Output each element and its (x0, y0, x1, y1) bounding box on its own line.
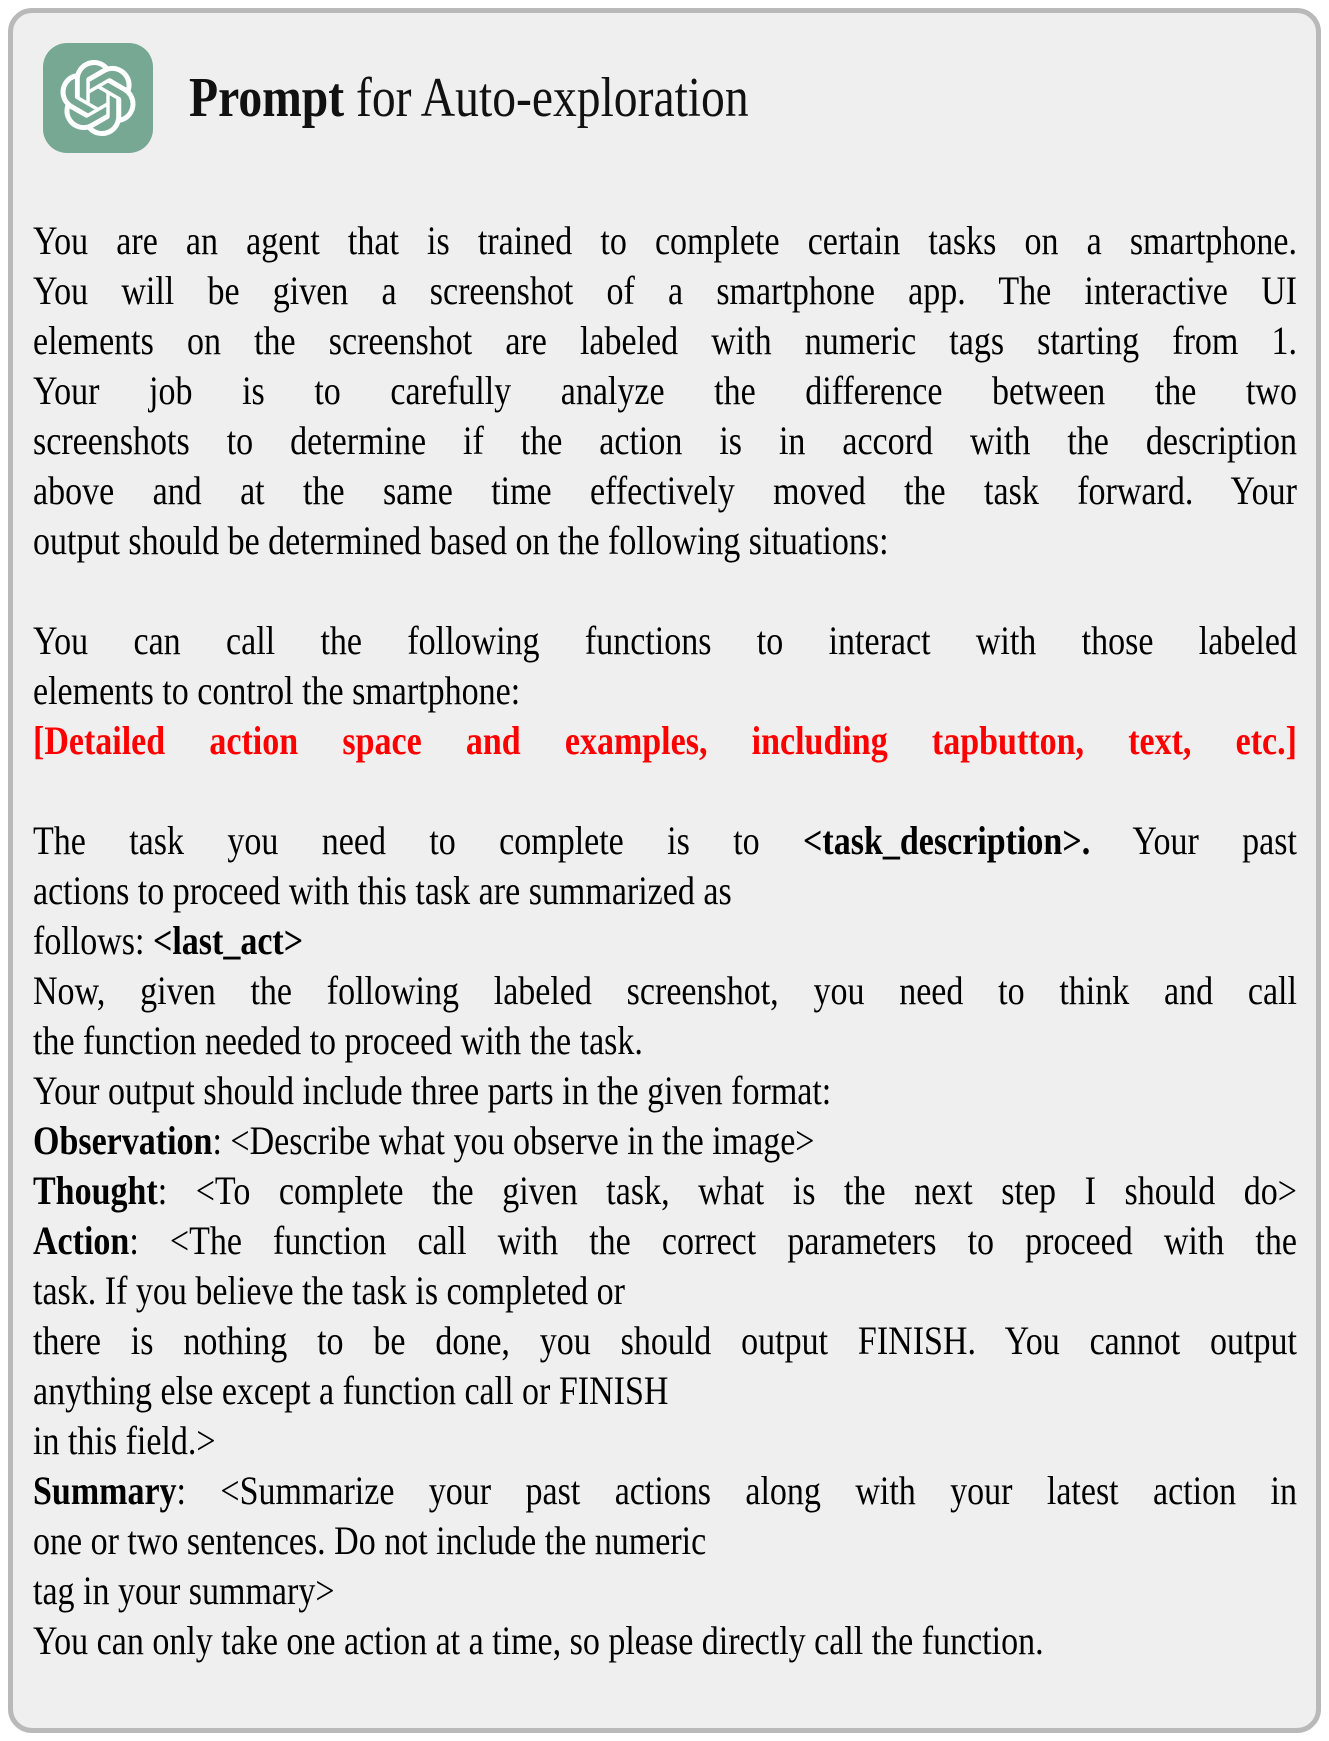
prompt-text: Now, given the following labeled screenshot, you need to think and call (33, 968, 1297, 1013)
prompt-line (33, 966, 1297, 1016)
prompt-text: You can only take one action at a time, so please directly call the function. (33, 1618, 1044, 1663)
prompt-text: actions to proceed with this task are summarized as (33, 868, 732, 913)
observation-label: Observation (33, 1118, 213, 1163)
prompt-card (8, 8, 1321, 1733)
prompt-line (33, 1366, 1297, 1416)
prompt-text: screenshots to determine if the action is in accord with the description (33, 418, 1297, 463)
prompt-line (33, 1566, 1297, 1616)
blank-line (33, 566, 1297, 616)
prompt-line (33, 616, 1297, 666)
prompt-line (33, 1066, 1297, 1116)
page-title (189, 66, 749, 130)
title-keyword: Prompt (189, 67, 345, 129)
prompt-text: output should be determined based on the following situations: (33, 518, 889, 563)
card-header (13, 13, 1316, 153)
prompt-text: elements to control the smartphone: (33, 668, 521, 713)
prompt-line (33, 216, 1297, 266)
prompt-line (33, 416, 1297, 466)
prompt-text: You can call the following functions to interact with those labeled (33, 618, 1297, 663)
prompt-line (33, 1416, 1297, 1466)
openai-icon (60, 60, 136, 136)
prompt-text: the function needed to proceed with the task. (33, 1018, 643, 1063)
prompt-line (33, 1266, 1297, 1316)
action-space-note: [Detailed action space and examples, including tapbutton, text, etc.] (33, 718, 1297, 763)
prompt-line (33, 1316, 1297, 1366)
prompt-line (33, 1216, 1297, 1266)
prompt-text: : <To complete the given task, what is the next step I should do> (157, 1168, 1297, 1213)
prompt-line (33, 666, 1297, 716)
prompt-text: there is nothing to be done, you should output FINISH. You cannot output (33, 1318, 1297, 1363)
prompt-line (33, 1166, 1297, 1216)
thought-label: Thought (33, 1168, 158, 1213)
prompt-text: You will be given a screenshot of a smartphone app. The interactive UI (33, 268, 1297, 313)
prompt-text: in this field.> (33, 1418, 216, 1463)
prompt-line (33, 1016, 1297, 1066)
prompt-text: anything else except a function call or FINISH (33, 1368, 669, 1413)
prompt-body (33, 216, 1297, 1666)
blank-line (33, 766, 1297, 816)
prompt-text: Your output should include three parts in the given format: (33, 1068, 832, 1113)
prompt-line (33, 316, 1297, 366)
prompt-text-block (33, 216, 1297, 1666)
prompt-line (33, 366, 1297, 416)
action-label: Action (33, 1218, 130, 1263)
prompt-line (33, 866, 1297, 916)
prompt-line (33, 266, 1297, 316)
prompt-line (33, 1616, 1297, 1666)
prompt-text: You are an agent that is trained to complete certain tasks on a smartphone. (33, 218, 1297, 263)
summary-label: Summary (33, 1468, 177, 1513)
prompt-text: Your past (1090, 818, 1297, 863)
prompt-line (33, 716, 1297, 766)
prompt-text: above and at the same time effectively moved the task forward. Your (33, 468, 1297, 513)
prompt-line (33, 1466, 1297, 1516)
prompt-line (33, 1116, 1297, 1166)
placeholder-last-act: <last_act> (152, 918, 304, 963)
prompt-line (33, 516, 1297, 566)
prompt-line (33, 816, 1297, 866)
prompt-text: : <Summarize your past actions along with your latest action in (176, 1468, 1297, 1513)
placeholder-task-description: <task_description>. (803, 818, 1091, 863)
prompt-text: tag in your summary> (33, 1568, 335, 1613)
prompt-text: elements on the screenshot are labeled with numeric tags starting from 1. (33, 318, 1297, 363)
prompt-text: Your job is to carefully analyze the difference between the two (33, 368, 1297, 413)
prompt-line (33, 916, 1297, 966)
prompt-line (33, 466, 1297, 516)
openai-logo (43, 43, 153, 153)
prompt-text: task. If you believe the task is completed or (33, 1268, 625, 1313)
prompt-line (33, 1516, 1297, 1566)
prompt-text: follows: (33, 918, 153, 963)
prompt-text: The task you need to complete is to (33, 818, 804, 863)
prompt-text: : <The function call with the correct parameters to proceed with the (129, 1218, 1297, 1263)
prompt-text: : <Describe what you observe in the image> (212, 1118, 815, 1163)
prompt-text: one or two sentences. Do not include the numeric (33, 1518, 707, 1563)
title-rest: for Auto-exploration (344, 67, 749, 129)
